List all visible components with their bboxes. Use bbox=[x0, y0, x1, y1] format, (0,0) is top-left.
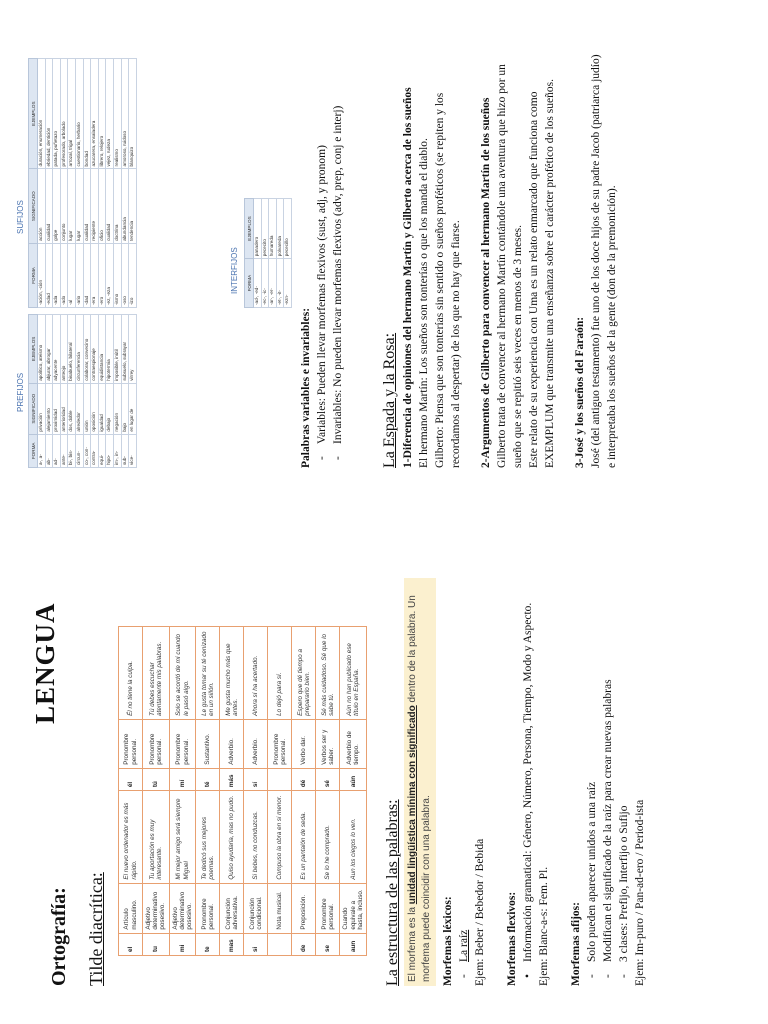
table-row bbox=[68, 59, 76, 308]
table-cell: -ar-, -er- bbox=[269, 259, 277, 308]
column-header: EJEMPLOS bbox=[245, 199, 254, 259]
tilde-category: Artículo masculino. bbox=[119, 883, 143, 933]
table-cell: dos, doble bbox=[68, 383, 76, 434]
espada-s1-p2: Gilberto: Piensa que son tonterías sin sentido o sueños proféticos (se repiten y los recordamos al despertar) de los que no hay que fiarse. bbox=[434, 92, 462, 468]
table-row bbox=[113, 59, 121, 308]
tilde-example: Solo se acordó de mí cuando le pasó algo. bbox=[169, 627, 196, 720]
table-row bbox=[98, 315, 106, 468]
table-cell: profesorado, arbolado bbox=[60, 59, 68, 169]
tilde-category: Pronombre personal. bbox=[143, 719, 170, 768]
tilde-word: dé bbox=[292, 768, 316, 790]
prefijos-caption: PREFIJOS bbox=[16, 372, 25, 412]
table-row bbox=[129, 315, 137, 468]
table-cell: bisabuelo, bilateral bbox=[68, 315, 76, 384]
table-cell: apolítico, ateísmo bbox=[38, 315, 46, 384]
tilde-word: mí bbox=[169, 768, 196, 790]
table-cell: a-, a- bbox=[38, 434, 46, 467]
ortografia-heading: Ortografía: bbox=[48, 887, 70, 986]
table-cell: -ec-, -ic- bbox=[261, 259, 269, 308]
table-row bbox=[75, 59, 83, 308]
table-row bbox=[121, 315, 129, 468]
afijos-item: - 3 clases: Prefijo, Interfijo o Sufijo bbox=[616, 566, 632, 986]
tilde-example: Compuso la obra en si menor. bbox=[268, 791, 292, 883]
tilde-row bbox=[196, 627, 220, 956]
table-cell: circunferencia bbox=[75, 315, 83, 384]
table-cell: colaborar, convecino bbox=[83, 315, 91, 384]
tilde-category: Adjetivo determinativo posesivo. bbox=[143, 883, 170, 933]
table-cell: cualidad bbox=[106, 169, 114, 243]
tilde-example: Aún no han publicado ese título en España. bbox=[340, 627, 367, 720]
table-cell: recipiente bbox=[91, 169, 99, 243]
sufijos-table bbox=[28, 58, 137, 308]
table-cell: tendencia bbox=[129, 169, 137, 243]
espada-s2-heading: 2-Argumentos de Gilberto para convencer al hermano Martín de los sueños bbox=[480, 97, 492, 468]
table-row bbox=[261, 199, 269, 308]
table-row bbox=[91, 59, 99, 308]
table-row bbox=[38, 315, 46, 468]
tilde-category: Adverbio. bbox=[220, 719, 244, 768]
table-cell: acción bbox=[38, 169, 46, 243]
table-cell: alrededor bbox=[75, 383, 83, 434]
table-row bbox=[106, 59, 114, 308]
espada-s3-p1: José (del antiguo testamento) fue uno de los doce hijos de su padre Jacob (patriarca judío) e interpretaba los sueños de la gente (don de la premonición). bbox=[590, 54, 618, 468]
column-header: FORMA bbox=[245, 259, 254, 308]
tilde-row bbox=[268, 627, 292, 956]
table-row bbox=[75, 315, 83, 468]
table-cell: equi- bbox=[98, 434, 106, 467]
table-cell: hipotermia bbox=[106, 315, 114, 384]
interfijos-table bbox=[244, 198, 292, 308]
tilde-category: Verbos ser y saber. bbox=[316, 719, 340, 768]
right-column bbox=[298, 48, 620, 468]
table-cell: doctrina bbox=[113, 169, 121, 243]
espada-s1-heading: 1-Diferencia de opiniones del hermano Martín y Gilberto acerca de los sueños bbox=[402, 87, 414, 468]
table-cell: lugar bbox=[68, 169, 76, 243]
table-row bbox=[276, 199, 284, 308]
morfemas-section bbox=[440, 566, 648, 986]
table-row bbox=[113, 315, 121, 468]
table-cell: -al bbox=[68, 243, 76, 307]
table-row bbox=[83, 59, 91, 308]
table-cell: cualidad bbox=[83, 169, 91, 243]
tilde-row bbox=[244, 627, 268, 956]
table-row bbox=[53, 315, 61, 468]
table-cell: anteojo bbox=[60, 315, 68, 384]
table-cell: golpe bbox=[53, 169, 61, 243]
espada-s1-p1: El hermano Martín: Los sueños son tonterías o que los manda el diablo. bbox=[418, 138, 430, 468]
interfijos-caption: INTERFIJOS bbox=[230, 247, 239, 294]
table-cell: debajo bbox=[106, 383, 114, 434]
tilde-heading: Tilde diacrítica: bbox=[86, 872, 106, 986]
flexivos-heading: Morfemas flexivos: bbox=[506, 891, 518, 986]
table-cell: negación bbox=[113, 383, 121, 434]
prefijos-table bbox=[28, 314, 137, 468]
tilde-example: Espero que dé tiempo a prepararlo bien. bbox=[292, 627, 316, 720]
table-row bbox=[68, 315, 76, 468]
table-cell: -ario bbox=[75, 243, 83, 307]
tilde-word: te bbox=[196, 933, 220, 955]
espada-heading: La Espada y la Rosa: bbox=[381, 332, 398, 468]
lexicos-heading: Morfemas léxicos: bbox=[442, 896, 454, 986]
lexicos-list bbox=[456, 566, 472, 986]
table-cell: subsuelo, subrayar bbox=[121, 315, 129, 384]
table-cell: cuestionario, herbario bbox=[75, 59, 83, 169]
table-cell: hipo- bbox=[106, 434, 114, 467]
tilde-category: Preposición. bbox=[292, 883, 316, 933]
table-cell: ebriedad, dentición bbox=[45, 59, 53, 169]
table-row bbox=[53, 59, 61, 308]
tilde-category: Adverbio. bbox=[244, 719, 268, 768]
table-cell: conjunto bbox=[60, 169, 68, 243]
tilde-example: Sé más cuidadoso. Sé que lo sabe tú. bbox=[316, 627, 340, 720]
table-cell: -edad bbox=[45, 243, 53, 307]
tilde-example: Se lo he comprado. bbox=[316, 791, 340, 883]
table-cell: oposición bbox=[91, 383, 99, 434]
table-cell: -ado bbox=[60, 243, 68, 307]
table-cell: -oso bbox=[121, 243, 129, 307]
table-cell: realismo bbox=[113, 59, 121, 169]
tilde-word: tú bbox=[143, 768, 170, 790]
table-cell: vejez, rudeza bbox=[106, 59, 114, 169]
espada-s2-p2: Este relato de su experiencia con Uma es un relato enmarcado que funciona como EXEMPLUM que transmite una enseñanza sobre el carácter profético de los sueños. bbox=[528, 79, 556, 468]
table-row bbox=[45, 59, 53, 308]
table-row bbox=[269, 199, 277, 308]
variables-item: - Invariables: No pueden llevar morfemas flexivos (adv, prep, conj e interj) bbox=[330, 48, 346, 468]
tilde-word: si bbox=[244, 933, 268, 955]
tilde-category: Conjunción condicional. bbox=[244, 883, 268, 933]
table-cell: azucarera, ensaladera bbox=[91, 59, 99, 169]
table-cell: duración, enumeración bbox=[38, 59, 46, 169]
table-cell: -ada bbox=[53, 243, 61, 307]
tilde-row bbox=[143, 627, 170, 956]
tilde-example: Te dedicó sus mejores poemas. bbox=[196, 791, 220, 883]
tilde-row bbox=[119, 627, 143, 956]
tilde-row bbox=[340, 627, 367, 956]
table-cell: vice- bbox=[129, 434, 137, 467]
tilde-example: Si bebes, no conduzcas. bbox=[244, 791, 268, 883]
afijos-heading: Morfemas afijos: bbox=[570, 902, 582, 986]
tilde-word: tu bbox=[143, 933, 170, 955]
tilde-word: más bbox=[220, 768, 244, 790]
table-cell: humareda bbox=[269, 199, 277, 259]
tilde-example: Tu aportación es muy interesante. bbox=[143, 791, 170, 883]
tilde-category: Pronombre personal. bbox=[196, 883, 220, 933]
afijos-item: - Modifican el significado de la raíz para crear nuevas palabras bbox=[600, 566, 616, 986]
variables-item: - Variables: Pueden llevar morfemas flexivos (sust, adj, y pronom) bbox=[314, 48, 330, 468]
table-cell: imposible, inútil bbox=[113, 315, 121, 384]
flexivos-item: • Información gramatical: Género, Número, Persona, Tiempo, Modo y Aspecto. bbox=[520, 566, 536, 986]
variables-heading: Palabras variables e invariables: bbox=[300, 307, 312, 468]
tilde-word: aún bbox=[340, 768, 367, 790]
table-cell: -ad-, -ed- bbox=[254, 259, 262, 308]
tilde-category: Adverbio de tiempo. bbox=[340, 719, 367, 768]
table-cell: alejamiento bbox=[45, 383, 53, 434]
table-cell: -et-, -it- bbox=[276, 259, 284, 308]
table-cell: ante- bbox=[60, 434, 68, 467]
variables-list bbox=[314, 48, 346, 468]
column-header: EJEMPLOS bbox=[29, 59, 38, 169]
table-cell: igualdad bbox=[98, 383, 106, 434]
table-cell: lugar bbox=[75, 169, 83, 243]
table-cell: -ero bbox=[98, 243, 106, 307]
sufijos-caption: SUFIJOS bbox=[16, 200, 25, 234]
table-row bbox=[129, 59, 137, 308]
table-cell: -ezn- bbox=[284, 259, 292, 308]
flexivos-example: Ejem: Blanc-a-s: Fem. Pl. bbox=[538, 866, 550, 986]
tilde-category: Conjunción adversativa. bbox=[220, 883, 244, 933]
tilde-word: de bbox=[292, 933, 316, 955]
column-header: SIGNIFICADO bbox=[29, 383, 38, 434]
table-cell: privación bbox=[38, 383, 46, 434]
tilde-word: té bbox=[196, 768, 220, 790]
table-cell: abundancia bbox=[121, 169, 129, 243]
table-row bbox=[91, 315, 99, 468]
espada-s2-p1: Gilberto trata de convencer al hermano Martín contándole una aventura que hizo por un sueño que se repitió seis veces en menos de 3 meses. bbox=[496, 64, 524, 468]
table-row bbox=[83, 315, 91, 468]
table-cell: sub- bbox=[121, 434, 129, 467]
table-cell: unión bbox=[83, 383, 91, 434]
column-header: FORMA bbox=[29, 243, 38, 307]
table-cell: panadero bbox=[254, 199, 262, 259]
tilde-category: Sustantivo. bbox=[196, 719, 220, 768]
table-row bbox=[284, 199, 292, 308]
table-cell: contraespionaje bbox=[91, 315, 99, 384]
tilde-category: Pronombre personal. bbox=[268, 719, 292, 768]
column-header: SIGNIFICADO bbox=[29, 169, 38, 243]
tilde-word: se bbox=[316, 933, 340, 955]
table-cell: pececito bbox=[261, 199, 269, 259]
table-row bbox=[45, 315, 53, 468]
tilde-word: él bbox=[119, 768, 143, 790]
table-cell: co-, con- bbox=[83, 434, 91, 467]
estructura-heading: La estructura de las palabras: bbox=[384, 799, 401, 986]
table-cell: -ismo bbox=[113, 243, 121, 307]
table-cell: polvareda bbox=[276, 199, 284, 259]
tilde-category: Pronombre personal. bbox=[316, 883, 340, 933]
table-cell: amoroso, ruidoso bbox=[121, 59, 129, 169]
table-cell: proximidad bbox=[53, 383, 61, 434]
tilde-word: sí bbox=[244, 768, 268, 790]
column-header: FORMA bbox=[29, 434, 38, 467]
tilde-word bbox=[268, 933, 292, 955]
tilde-row bbox=[316, 627, 340, 956]
lexicos-item: - La raíz bbox=[456, 566, 472, 986]
table-cell: abjurar, abrogar bbox=[45, 315, 53, 384]
tilde-example: Mi mejor amigo será siempre Miguel bbox=[169, 791, 196, 883]
table-cell: -dad bbox=[83, 243, 91, 307]
table-cell: pececillo bbox=[284, 199, 292, 259]
table-cell: -izo bbox=[129, 243, 137, 307]
tilde-category: Cuando equivale a hasta, incluso. bbox=[340, 883, 367, 933]
tilde-example: Lo dejó para sí. bbox=[268, 627, 292, 720]
tilde-category: Adjetivo determinativo posesivo. bbox=[169, 883, 196, 933]
table-row bbox=[98, 59, 106, 308]
page-title: LENGUA bbox=[30, 602, 60, 724]
table-cell: arrozal, trigal bbox=[68, 59, 76, 169]
table-row bbox=[254, 199, 262, 308]
tilde-row bbox=[169, 627, 196, 956]
tilde-row bbox=[292, 627, 316, 956]
tilde-category: Pronombre personal. bbox=[169, 719, 196, 768]
tilde-category: Pronombre personal. bbox=[119, 719, 143, 768]
table-cell: bajo bbox=[121, 383, 129, 434]
tilde-example: Él no tiene la culpa. bbox=[119, 627, 143, 720]
table-cell: adyacente bbox=[53, 315, 61, 384]
tilde-example: Es un pantalón de seda. bbox=[292, 791, 316, 883]
tilde-example: Ahora sí ha acertado. bbox=[244, 627, 268, 720]
tilde-example: El nuevo ordenador es más rápido. bbox=[119, 791, 143, 883]
table-cell: oficio bbox=[98, 169, 106, 243]
table-cell: equidistancia bbox=[98, 315, 106, 384]
morfema-definition: El morfema es la unidad lingüística mínima con significado dentro de la palabra. Un morfema puede coincidir con una palabra. bbox=[404, 578, 436, 986]
tilde-row bbox=[220, 627, 244, 956]
tilde-word: aun bbox=[340, 933, 367, 955]
tilde-category: Nota musical. bbox=[268, 883, 292, 933]
table-row bbox=[106, 315, 114, 468]
flexivos-list bbox=[520, 566, 536, 986]
table-cell: bi-, bis- bbox=[68, 434, 76, 467]
table-cell: blanquizo bbox=[129, 59, 137, 169]
table-cell: en lugar de bbox=[129, 383, 137, 434]
tilde-example: Aun los ciegos lo ven. bbox=[340, 791, 367, 883]
tilde-word: el bbox=[119, 933, 143, 955]
tilde-word: mi bbox=[169, 933, 196, 955]
tilde-category: Verbo dar. bbox=[292, 719, 316, 768]
table-cell: virrey bbox=[129, 315, 137, 384]
table-cell: patada, puñetazo bbox=[53, 59, 61, 169]
table-cell: librero, relojero bbox=[98, 59, 106, 169]
afijos-example: Ejem: Im-puro / Pan-ad-ero / Period-ista bbox=[634, 799, 646, 986]
table-cell: -ez, -eza bbox=[106, 243, 114, 307]
tilde-example: Le gusta tomar su té cenizado en un sillón. bbox=[196, 627, 220, 720]
tilde-table bbox=[118, 626, 367, 956]
tilde-word: sé bbox=[316, 768, 340, 790]
table-cell: cualidad bbox=[45, 169, 53, 243]
table-cell: -ación, -ción bbox=[38, 243, 46, 307]
table-row bbox=[60, 315, 68, 468]
table-row bbox=[38, 59, 46, 308]
tilde-word bbox=[268, 768, 292, 790]
table-cell: contra- bbox=[91, 434, 99, 467]
table-cell: bondad bbox=[83, 59, 91, 169]
table-cell: ad- bbox=[53, 434, 61, 467]
afijos-item: - Solo pueden aparecer unidos a una raíz bbox=[584, 566, 600, 986]
table-cell: anterioridad bbox=[60, 383, 68, 434]
afijos-list bbox=[584, 566, 632, 986]
table-cell: im-, in- bbox=[113, 434, 121, 467]
table-row bbox=[60, 59, 68, 308]
table-cell: circun- bbox=[75, 434, 83, 467]
table-row bbox=[121, 59, 129, 308]
table-cell: ab- bbox=[45, 434, 53, 467]
tilde-word: mas bbox=[220, 933, 244, 955]
espada-s3-heading: 3-José y los sueños del Faraón: bbox=[574, 316, 586, 468]
tilde-example: Me gusta mucho más que antes. bbox=[220, 627, 244, 720]
table-cell: -era bbox=[91, 243, 99, 307]
lexicos-example: Ejem: Beber / Bebedor / Bebida bbox=[474, 838, 486, 986]
tilde-example: Tú debes escuchar atentamente mis palabras. bbox=[143, 627, 170, 720]
tilde-example: Quiso ayudarla, mas no pudo. bbox=[220, 791, 244, 883]
column-header: EJEMPLOS bbox=[29, 315, 38, 384]
